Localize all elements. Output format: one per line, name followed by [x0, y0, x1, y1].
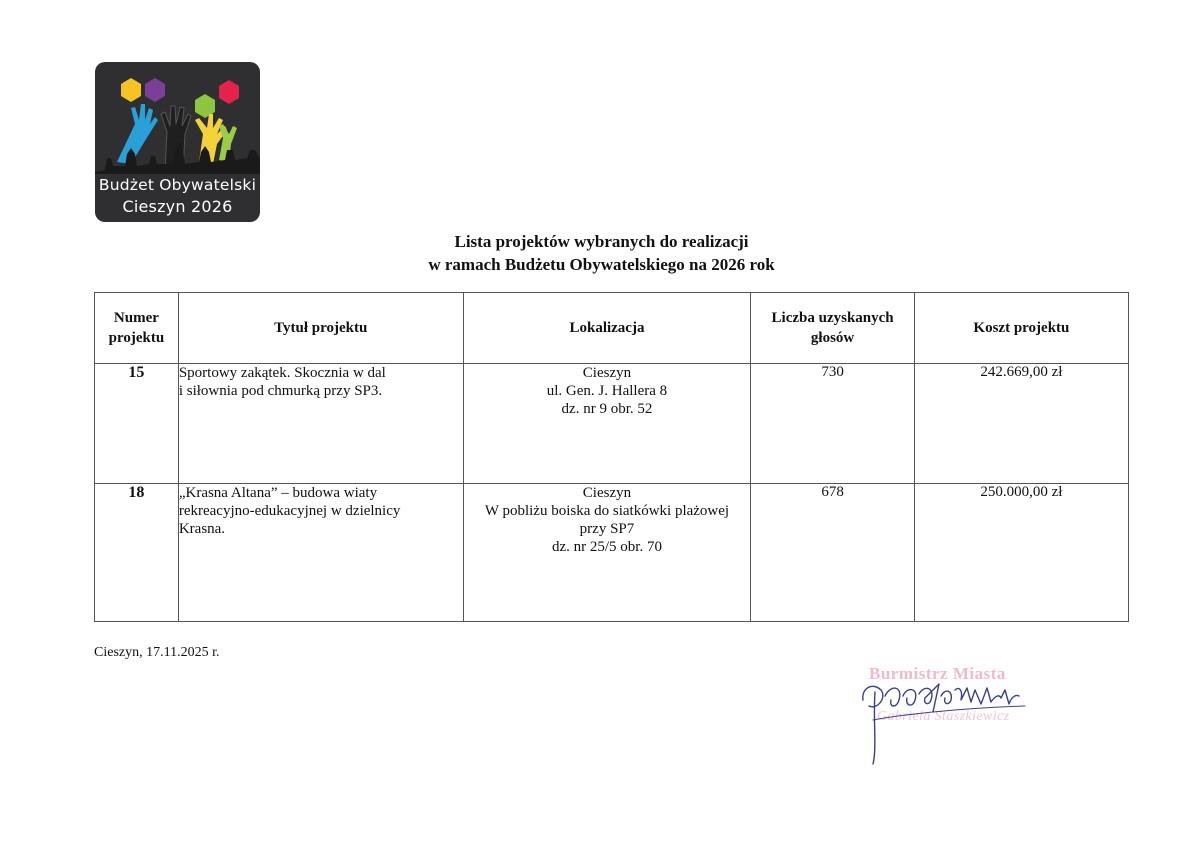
document-subtitle: w ramach Budżetu Obywatelskiego na 2026 rok [428, 255, 775, 274]
budget-logo [95, 62, 260, 222]
projects-table [94, 292, 1129, 622]
document-title: Lista projektów wybranych do realizacji [454, 232, 749, 251]
signature-graphic [855, 660, 1055, 770]
table-header-row [95, 293, 1129, 364]
logo-title: Budżet Obywatelski [98, 176, 257, 194]
stamp-name: Gabriela Staszkiewicz [877, 709, 1010, 724]
signature-underline [873, 706, 1025, 720]
handwritten-signature [863, 684, 1019, 764]
project-title: „Krasna Altana” – budowa wiaty rekreacyjno-edukacyjnej w dzielnicy Krasna. [178, 484, 463, 622]
stamp-office: Burmistrz Miasta [869, 664, 1006, 683]
project-number: 15 [95, 364, 179, 484]
table-row [95, 364, 1129, 484]
header-project-number: Numer projektu [95, 293, 179, 364]
project-location: Cieszyn ul. Gen. J. Hallera 8 dz. nr 9 obr. 52 [463, 364, 751, 484]
project-votes: 678 [751, 484, 914, 622]
logo-blue-hand [117, 104, 158, 164]
logo-red-hexagon [219, 80, 239, 104]
header-location: Lokalizacja [463, 293, 751, 364]
table-row [95, 484, 1129, 622]
header-project-title: Tytuł projektu [178, 293, 463, 364]
project-title: Sportowy zakątek. Skocznia w dal i siłownia pod chmurką przy SP3. [178, 364, 463, 484]
logo-subtitle: Cieszyn 2026 [122, 197, 233, 216]
document-date: Cieszyn, 17.11.2025 r. [94, 645, 220, 660]
project-number: 18 [95, 484, 179, 622]
logo-yellow-hexagon [121, 78, 141, 102]
logo-purple-hexagon [145, 78, 165, 102]
project-location: Cieszyn W pobliżu boiska do siatkówki plażowej przy SP7 dz. nr 25/5 obr. 70 [463, 484, 751, 622]
mayor-stamp-signature [855, 660, 1055, 770]
project-cost: 242.669,00 zł [914, 364, 1128, 484]
header-votes: Liczba uzyskanych głosów [751, 293, 914, 364]
project-votes: 730 [751, 364, 914, 484]
header-cost: Koszt projektu [914, 293, 1128, 364]
project-cost: 250.000,00 zł [914, 484, 1128, 622]
